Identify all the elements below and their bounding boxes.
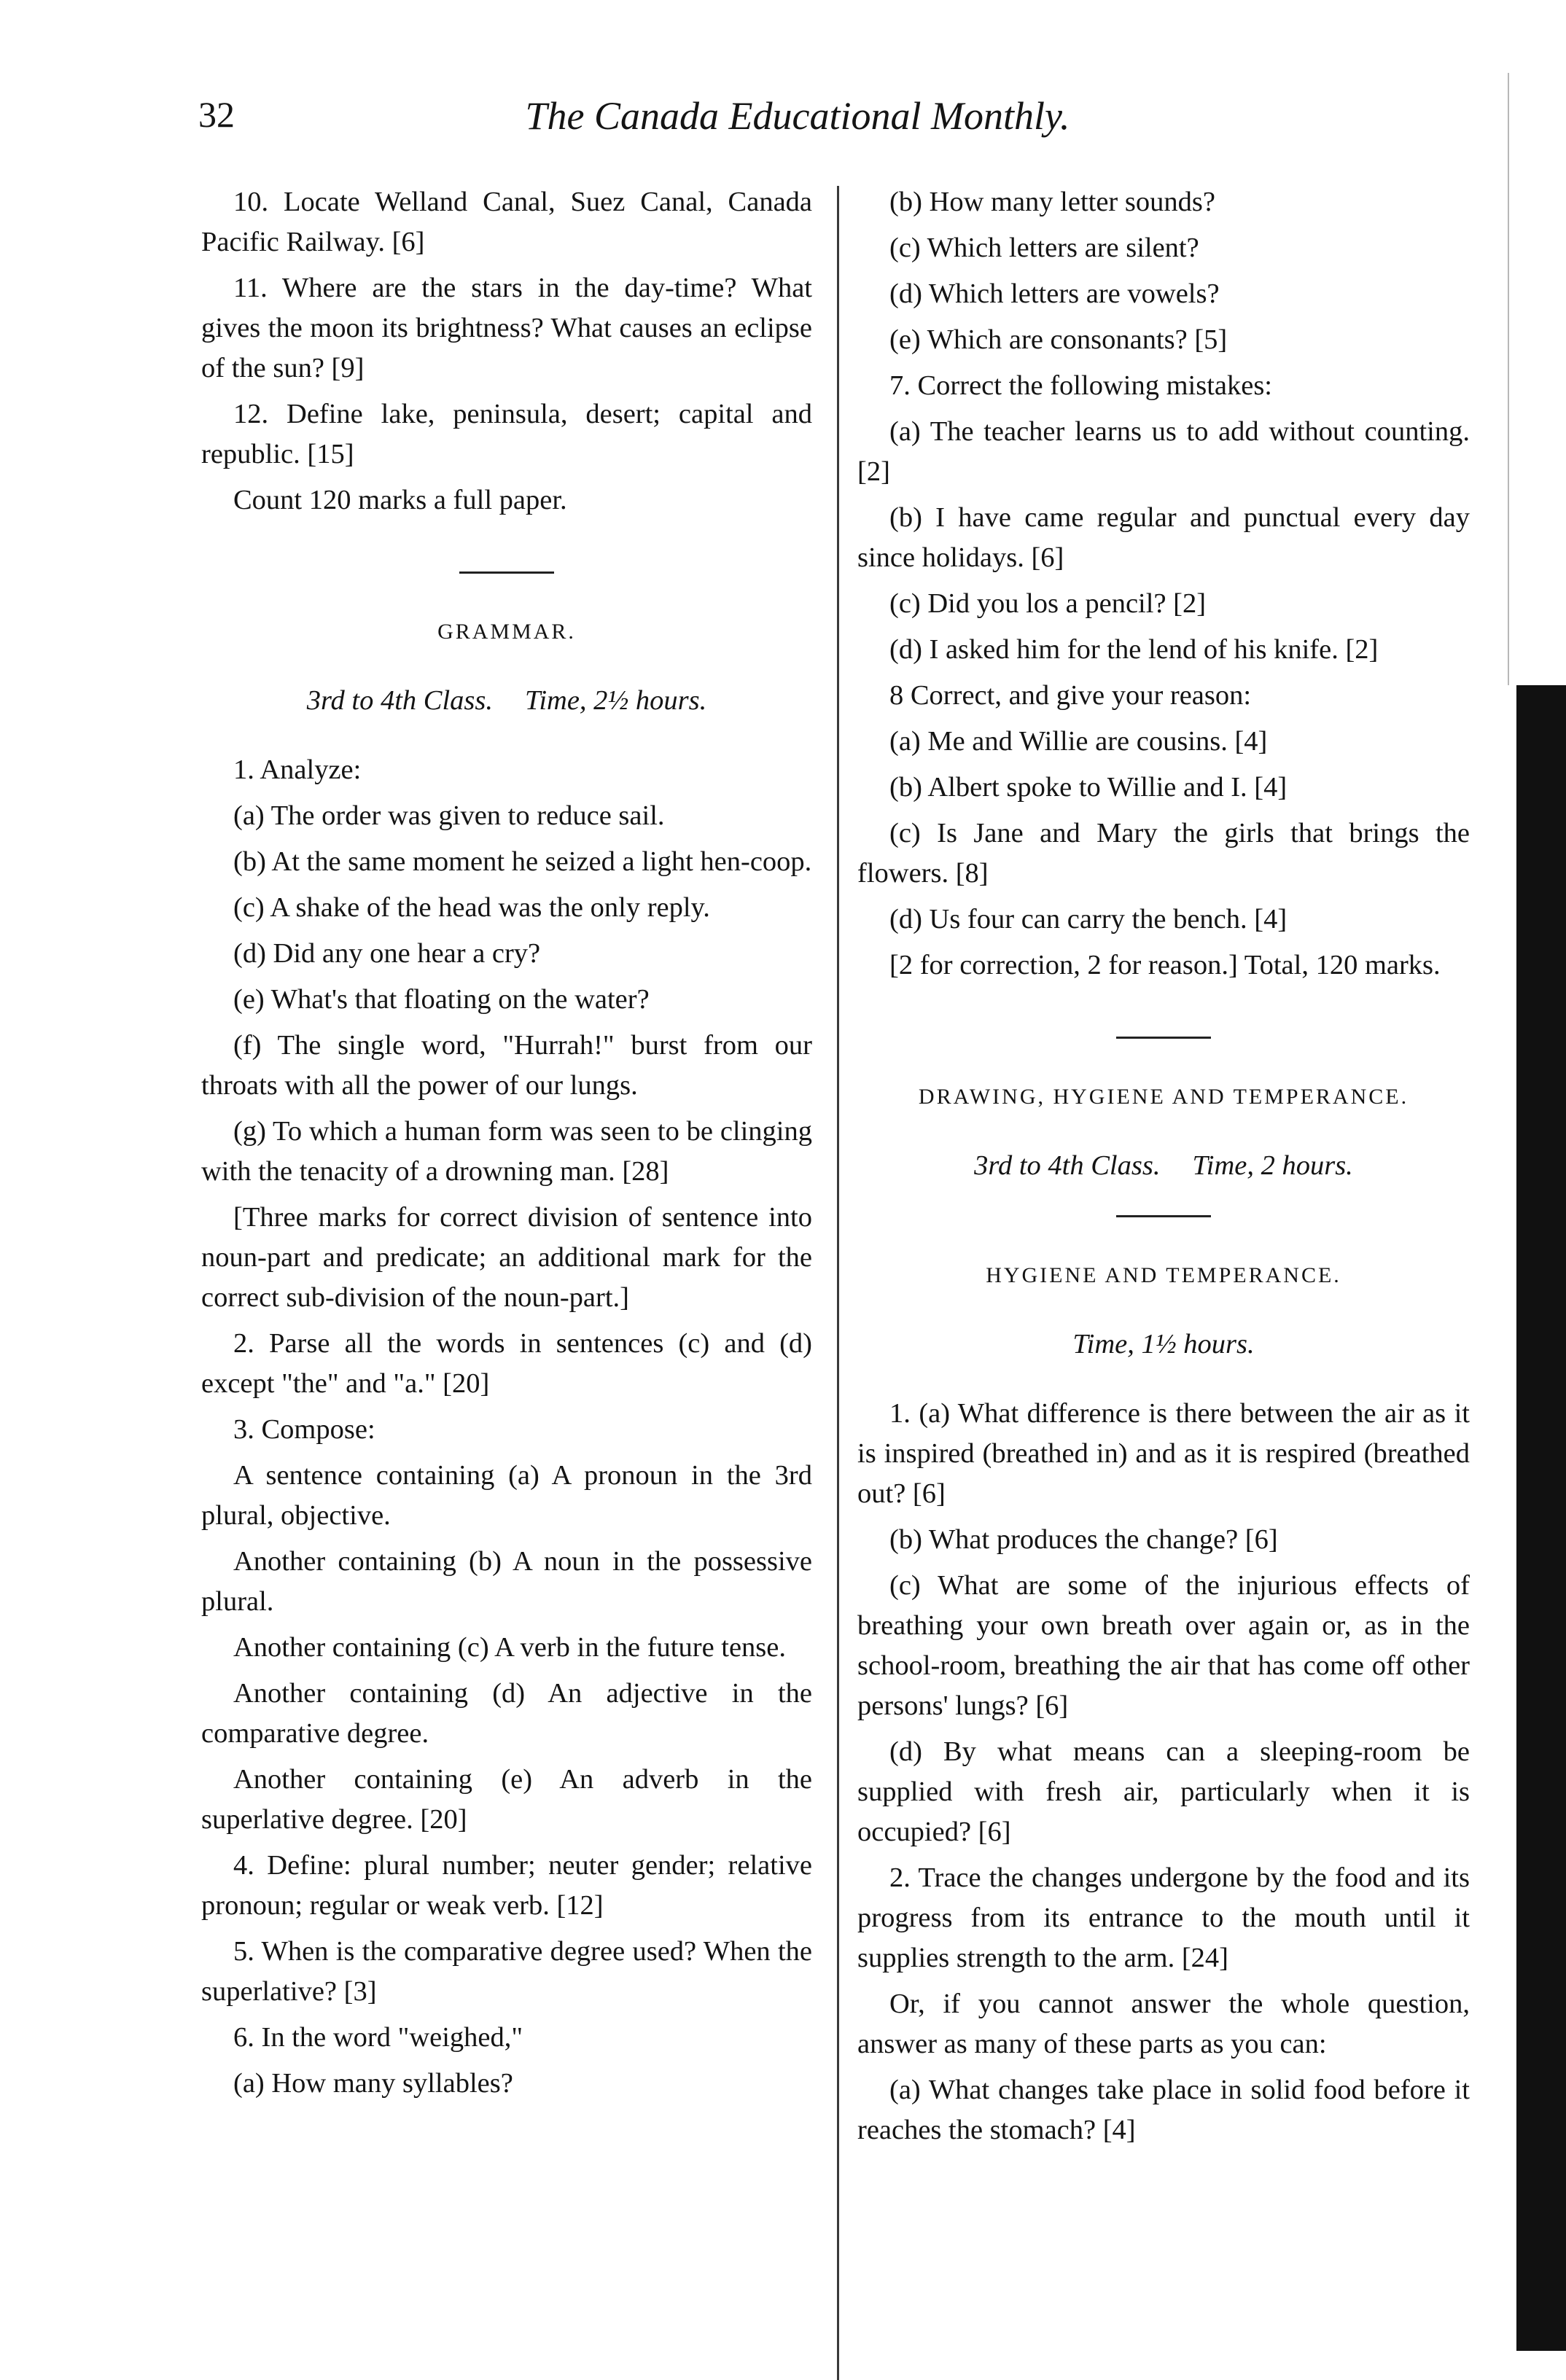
grammar-item: (c) Did you los a pencil? [2] bbox=[889, 588, 1207, 619]
hygiene-item: Or, if you cannot answer the whole question, answer as many of these parts as you can: bbox=[857, 1989, 1470, 2059]
grammar-item: (c) Which letters are silent? bbox=[889, 233, 1199, 263]
running-title: The Canada Educational Monthly. bbox=[525, 94, 1070, 138]
grammar-item: (e) What's that floating on the water? bbox=[233, 984, 650, 1015]
hygiene-time: Time, 1½ hours. bbox=[1072, 1329, 1255, 1359]
right-column bbox=[857, 182, 1470, 2156]
grammar-time: Time, 2½ hours. bbox=[525, 685, 707, 716]
column-divider bbox=[837, 186, 839, 2380]
grammar-subheading bbox=[201, 681, 812, 721]
drawing-class: 3rd to 4th Class. bbox=[974, 1150, 1161, 1181]
grammar-total-note: [2 for correction, 2 for reason.] Total, 120 marks. bbox=[889, 950, 1441, 980]
grammar-item: (b) How many letter sounds? bbox=[889, 187, 1215, 217]
grammar-item: 4. Define: plural number; neuter gender; relative pronoun; regular or weak verb. [12] bbox=[201, 1850, 812, 1921]
grammar-item: Another containing (e) An adverb in the superlative degree. [20] bbox=[201, 1764, 812, 1835]
drawing-subheading bbox=[857, 1146, 1470, 1186]
grammar-item: 2. Parse all the words in sentences (c) and (d) except "the" and "a." [20] bbox=[201, 1328, 812, 1399]
hygiene-item: (b) What produces the change? [6] bbox=[889, 1524, 1278, 1555]
marks-note: Count 120 marks a full paper. bbox=[233, 485, 567, 515]
grammar-heading: GRAMMAR. bbox=[437, 620, 576, 644]
section-rule bbox=[1116, 1215, 1211, 1217]
grammar-item: 6. In the word "weighed," bbox=[233, 2022, 523, 2053]
question-12: 12. Define lake, peninsula, desert; capital and republic. [15] bbox=[201, 399, 812, 469]
grammar-item: (d) I asked him for the lend of his knife. [2] bbox=[889, 634, 1379, 665]
hygiene-item: 2. Trace the changes undergone by the food and its progress from its entrance to the mouth until it supplies strength to the arm. [24] bbox=[857, 1862, 1470, 1973]
grammar-item: (a) The teacher learns us to add without counting. [2] bbox=[857, 416, 1470, 487]
grammar-item: Another containing (c) A verb in the future tense. bbox=[233, 1632, 787, 1663]
grammar-item: 8 Correct, and give your reason: bbox=[889, 680, 1252, 711]
grammar-item: (b) Albert spoke to Willie and I. [4] bbox=[889, 772, 1288, 803]
grammar-item: Another containing (b) A noun in the possessive plural. bbox=[201, 1546, 812, 1617]
grammar-item: (b) I have came regular and punctual every day since holidays. [6] bbox=[857, 502, 1470, 573]
grammar-item: A sentence containing (a) A pronoun in the 3rd plural, objective. bbox=[201, 1460, 812, 1531]
grammar-item: 5. When is the comparative degree used? When the superlative? [3] bbox=[201, 1936, 812, 2007]
question-11: 11. Where are the stars in the day-time? What gives the moon its brightness? What causes an eclipse of the sun? [9] bbox=[201, 273, 812, 383]
grammar-item: (e) Which are consonants? [5] bbox=[889, 324, 1228, 355]
question-10: 10. Locate Welland Canal, Suez Canal, Canada Pacific Railway. [6] bbox=[201, 187, 812, 257]
right-margin-tick bbox=[1508, 73, 1509, 685]
hygiene-item: (d) By what means can a sleeping-room be supplied with fresh air, particularly when it is occupied? [6] bbox=[857, 1736, 1470, 1847]
left-column bbox=[201, 182, 812, 2110]
grammar-item: (f) The single word, "Hurrah!" burst from our throats with all the power of our lungs. bbox=[201, 1030, 812, 1101]
grammar-item: (g) To which a human form was seen to be clinging with the tenacity of a drowning man. [28] bbox=[201, 1116, 812, 1187]
grammar-item: 3. Compose: bbox=[233, 1414, 375, 1445]
drawing-time: Time, 2 hours. bbox=[1192, 1150, 1353, 1181]
section-rule bbox=[1116, 1037, 1211, 1039]
grammar-item: (c) Is Jane and Mary the girls that brings the flowers. [8] bbox=[857, 818, 1470, 889]
grammar-class: 3rd to 4th Class. bbox=[306, 685, 494, 716]
grammar-item: (d) Which letters are vowels? bbox=[889, 278, 1220, 309]
right-edge-bar bbox=[1516, 685, 1566, 2351]
grammar-item: 7. Correct the following mistakes: bbox=[889, 370, 1272, 401]
hygiene-heading: HYGIENE AND TEMPERANCE. bbox=[986, 1263, 1341, 1287]
grammar-item: 1. Analyze: bbox=[233, 754, 362, 785]
grammar-item: (d) Did any one hear a cry? bbox=[233, 938, 541, 969]
drawing-heading: DRAWING, HYGIENE AND TEMPERANCE. bbox=[918, 1085, 1409, 1109]
hygiene-item: 1. (a) What difference is there between the air as it is inspired (breathed in) and as it is respired (breathed out? [6] bbox=[857, 1398, 1470, 1509]
grammar-item: (a) Me and Willie are cousins. [4] bbox=[889, 726, 1268, 757]
grammar-item: Another containing (d) An adjective in the comparative degree. bbox=[201, 1678, 812, 1749]
grammar-item: (d) Us four can carry the bench. [4] bbox=[889, 904, 1288, 935]
hygiene-item: (a) What changes take place in solid food before it reaches the stomach? [4] bbox=[857, 2075, 1470, 2145]
grammar-item: (b) At the same moment he seized a light hen-coop. bbox=[233, 846, 812, 877]
grammar-item: (a) How many syllables? bbox=[233, 2068, 513, 2099]
hygiene-item: (c) What are some of the injurious effects of breathing your own breath over again or, as in the school-room, breathing the air that has come off other persons' lungs? [6] bbox=[857, 1570, 1470, 1721]
page-number: 32 bbox=[198, 94, 235, 135]
section-rule bbox=[459, 571, 554, 574]
grammar-item: (c) A shake of the head was the only reply. bbox=[233, 892, 710, 923]
grammar-item: (a) The order was given to reduce sail. bbox=[233, 800, 665, 831]
grammar-item: [Three marks for correct division of sentence into noun-part and predicate; an additional mark for the correct sub-division of the noun-part.] bbox=[201, 1202, 812, 1313]
